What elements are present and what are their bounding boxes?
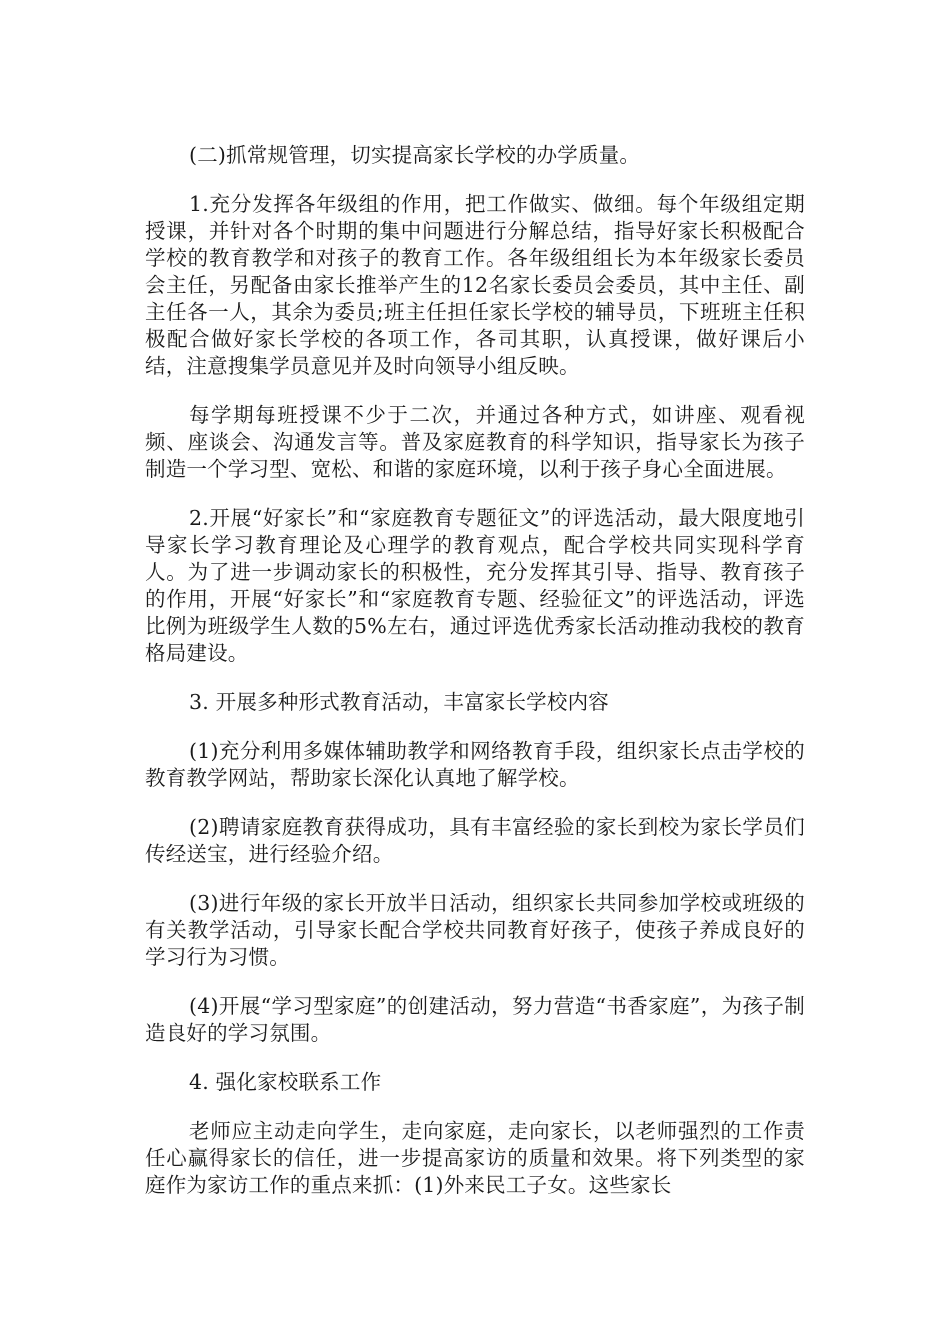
section-heading: (二)抓常规管理，切实提高家长学校的办学质量。 (189, 143, 641, 167)
list-item-2: (2)聘请家庭教育获得成功，具有丰富经验的家长到校为家长学员们传经送宝，进行经验介绍。 (145, 815, 805, 866)
subheading-item-4: 4. 强化家校联系工作 (189, 1070, 382, 1094)
list-item-4: (4)开展“学习型家庭”的创建活动，努力营造“书香家庭”，为孩子制造良好的学习氛围。 (145, 994, 805, 1045)
subheading-item-3: 3. 开展多种形式教育活动，丰富家长学校内容 (189, 690, 609, 714)
list-item-1: (1)充分利用多媒体辅助教学和网络教育手段，组织家长点击学校的教育教学网站，帮助家长深化认真地了解学校。 (145, 739, 805, 790)
paragraph-item-1: 1.充分发挥各年级组的作用，把工作做实、做细。每个年级组定期授课，并针对各个时期的集中问题进行分解总结，指导好家长积极配合学校的教育教学和对孩子的教育工作。各年级组组长为本年级家长委员会主任，另配备由家长推举产生的12名家长委员会委员，其中主任、副主任各一人，其余为委员;班主任担任家长学校的辅导员，下班班主任积极配合做好家长学校的各项工作，各司其职，认真授课，做好课后小结，注意搜集学员意见并及时向领导小组反映。 (145, 192, 805, 378)
paragraph-item-2: 2.开展“好家长”和“家庭教育专题征文”的评选活动，最大限度地引导家长学习教育理论及心理学的教育观点，配合学校共同实现科学育人。为了进一步调动家长的积极性，充分发挥其引导、指导、教育孩子的作用，开展“好家长”和“家庭教育专题、经验征文”的评选活动，评选比例为班级学生人数的5%左右，通过评选优秀家长活动推动我校的教育格局建设。 (145, 506, 805, 665)
paragraph-teaching-frequency: 每学期每班授课不少于二次，并通过各种方式，如讲座、观看视频、座谈会、沟通发言等。普及家庭教育的科学知识，指导家长为孩子制造一个学习型、宽松、和谐的家庭环境，以利于孩子身心全面进展。 (145, 403, 805, 481)
list-item-3: (3)进行年级的家长开放半日活动，组织家长共同参加学校或班级的有关教学活动，引导家长配合学校共同教育好孩子，使孩子养成良好的学习行为习惯。 (145, 891, 805, 969)
paragraph-home-visit: 老师应主动走向学生，走向家庭，走向家长，以老师强烈的工作责任心赢得家长的信任，进一步提高家访的质量和效果。将下列类型的家庭作为家访工作的重点来抓：(1)外来民工子女。这些家长 (145, 1119, 805, 1197)
document-body (145, 142, 805, 1221)
